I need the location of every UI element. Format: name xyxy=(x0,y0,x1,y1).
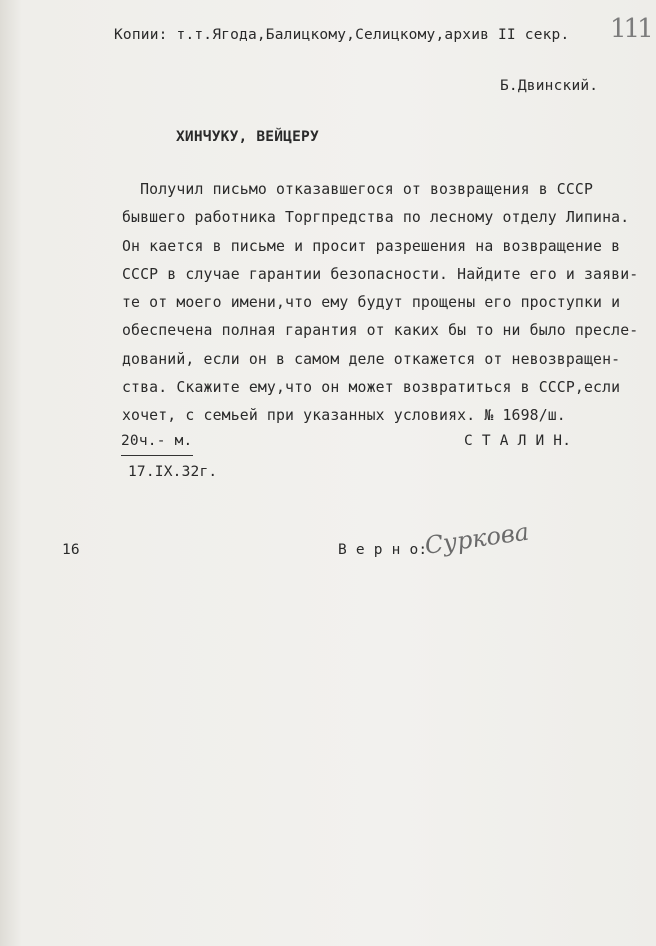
certified-label: В е р н о: xyxy=(338,542,428,558)
body-line-9: хочет, с семьей при указанных условиях. № 1698/ш. xyxy=(122,407,566,425)
telegram-body xyxy=(122,176,639,431)
signature-stalin: С Т А Л И Н. xyxy=(464,433,572,449)
date-line: 17.IX.32г. xyxy=(128,464,218,480)
time-code-underline xyxy=(121,455,193,456)
body-line-5: те от моего имени,что ему будут прощены его проступки и xyxy=(122,294,621,312)
certified-handwritten-signature: Суркова xyxy=(423,517,531,560)
body-line-2: бывшего работника Торгпредства по лесному отделу Липина. xyxy=(122,209,630,227)
body-line-1: Получил письмо отказавшегося от возвращения в СССР xyxy=(122,181,594,198)
addressee-line: ХИНЧУКУ, ВЕЙЦЕРУ xyxy=(176,129,319,145)
time-code: 20ч.- м. xyxy=(121,433,193,449)
copies-line: Копии: т.т.Ягода,Балицкому,Селицкому,архив II секр. xyxy=(114,27,570,43)
body-line-4: СССР в случае гарантии безопасности. Найдите его и заяви- xyxy=(122,265,639,283)
body-line-7: дований, если он в самом деле откажется от невозвращен- xyxy=(122,350,621,368)
body-line-8: ства. Скажите ему,что он может возвратиться в СССР,если xyxy=(122,379,621,397)
sender-line: Б.Двинский. xyxy=(500,78,599,94)
body-line-6: обеспечена полная гарантия от каких бы то ни было пресле- xyxy=(122,322,639,340)
body-line-3: Он кается в письме и просит разрешения на возвращение в xyxy=(122,237,621,255)
handwritten-page-number: 111 xyxy=(610,14,651,44)
copy-number: 16 xyxy=(62,542,80,558)
